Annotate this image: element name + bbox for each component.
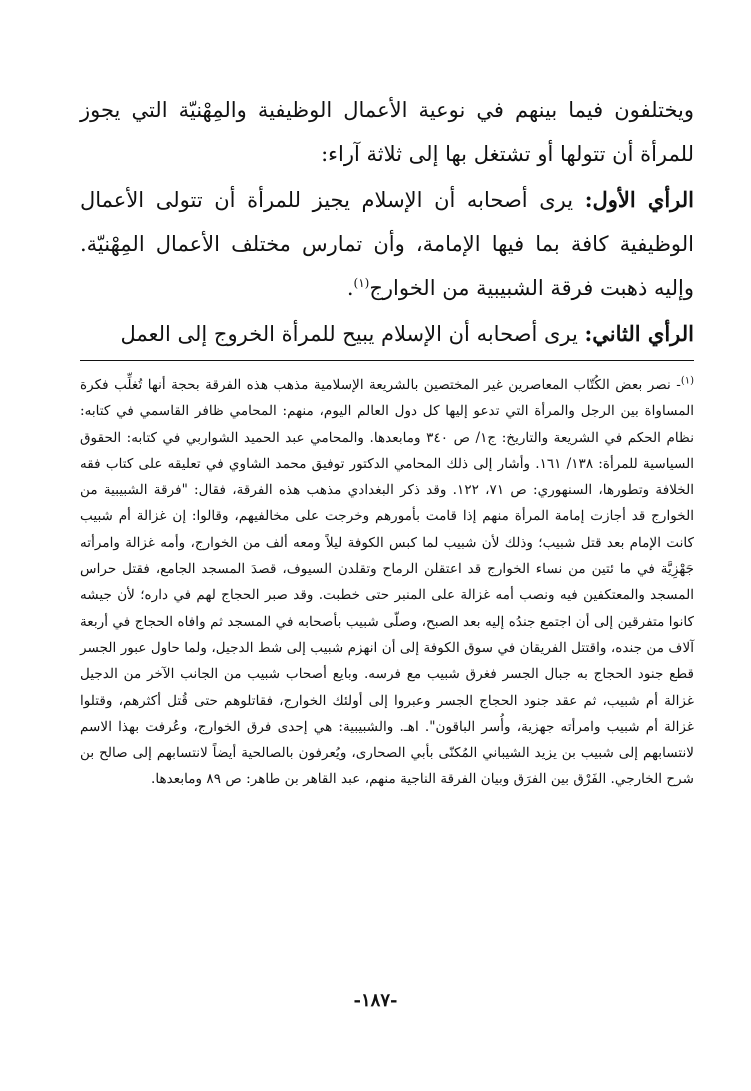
footnote-text: - نصر بعض الكُتّاب المعاصرين غير المختصين بالشريعة الإسلامية مذهب هذه الفرقة بحجة أنها تُغلِّب فكرة المساواة بين الرجل والمرأة التي تدعو إليها كل دول العالم اليوم، منهم: المحامي ظافر القاسمي في كتابه: نظام الحكم في الشريعة والتاريخ: ج١/ ص ٣٤٠ ومابعدها. والمحامي عبد الحميد الشواربي في كتابه: الحقوق السياسية للمرأة: ١٣٨/ ١٦١. وأشار إلى ذلك المحامي الدكتور توفيق محمد الشاوي في تعليقه على كتاب فقه الخلافة وتطورها، السنهوري: ص ٧١، ١٢٢. وقد ذكر البغدادي مذهب هذه الفرقة، فقال: "فرقة الشبيبية من الخوارج قد أجازت إمامة المرأة منهم إذا قامت بأمورهم وخرجت على مخالفيهم، وقالوا: إن غزالة أم شبيب كانت الإمام بعد قتل شبيب؛ وذلك لأن شبيب لما كبس الكوفة ليلاً ومعه ألف من الخوارج، وأمه غزالة وامرأته جَهْزِيَّة في ما ئتين من نساء الخوارج قد اعتقلن الرماح وتقلدن السيوف، قصدَ المسجد الجامع، فقتل حراس المسجد والمعتكفين فيه ونصب أمه غزالة على المنبر حتى خطبت. وقد صبر الحجاج لهم في داره؛ لأن جيشه كانوا متفرقين إلى أن اجتمع جندُه إليه بعد الصبح، وصلّى شبيب بأصحابه في المسجد ثم وافاه الحجاج في أربعة آلاف من جنده، واقتتل الفريقان في سوق الكوفة إلى أن انهزم شبيب إلى شط الدجيل، ولما حاول عبور الجسر قطع جنود الحجاج به جبال الجسر فغرق شبيب مع فرسه. وبايع أصحاب شبيب من الجانب الآخر من الدجيل غزالة أم شبيب، ثم عقد جنود الحجاج الجسر وعبروا إلى أولئك الخوارج، فقاتلوهم حتى قُتل أكثرهم، وقتلوا غزالة أم شبيب وامرأته جهزية، وأُسر الباقون". اهـ. والشبيبية: هي إحدى فرق الخوارج، وعُرفت بهذا الاسم لانتسابهم إلى شبيب بن يزيد الشيباني المُكنّى بأبي الصحارى، ويُعرفون بالصالحية أيضاً لانتسابهم إلى صالح بن شرح الخارجي. الفَرْق بين الفرَق وبيان الفرقة الناجية منهم، عبد القاهر بن طاهر: ص ٨٩ ومابعدها. (80, 377, 695, 788)
opinion-one-paragraph (80, 178, 694, 310)
page-number: -١٨٧- (353, 990, 398, 1011)
opinion-one-text: يرى أصحابه أن الإسلام يجيز للمرأة أن تتولى الأعمال الوظيفية كافة بما فيها الإمامة، وأن تمارس مختلف الأعمال المِهْنيّة. وإليه ذهبت فرقة الشبيبية من الخوارج (80, 188, 695, 300)
main-text (80, 88, 694, 356)
footnote-section (80, 372, 694, 793)
intro-paragraph: ويختلفون فيما بينهم في نوعية الأعمال الوظيفية والمِهْنيّة التي يجوز للمرأة أن تتولها أو تشتغل بها إلى ثلاثة آراء: (80, 98, 694, 166)
opinion-two-paragraph (80, 312, 694, 356)
footnote-number: (١) (680, 375, 694, 387)
footnote-separator (80, 360, 694, 361)
opinion-one-label: الرأي الأول: (584, 187, 694, 212)
footnote-reference[interactable]: (١) (353, 276, 370, 290)
footnote-paragraph (80, 372, 694, 793)
opinion-two-label: الرأي الثاني: (584, 321, 694, 346)
opinion-two-text: يرى أصحابه أن الإسلام يبيح للمرأة الخروج إلى العمل (120, 322, 585, 346)
opinion-one-end: . (346, 276, 354, 300)
